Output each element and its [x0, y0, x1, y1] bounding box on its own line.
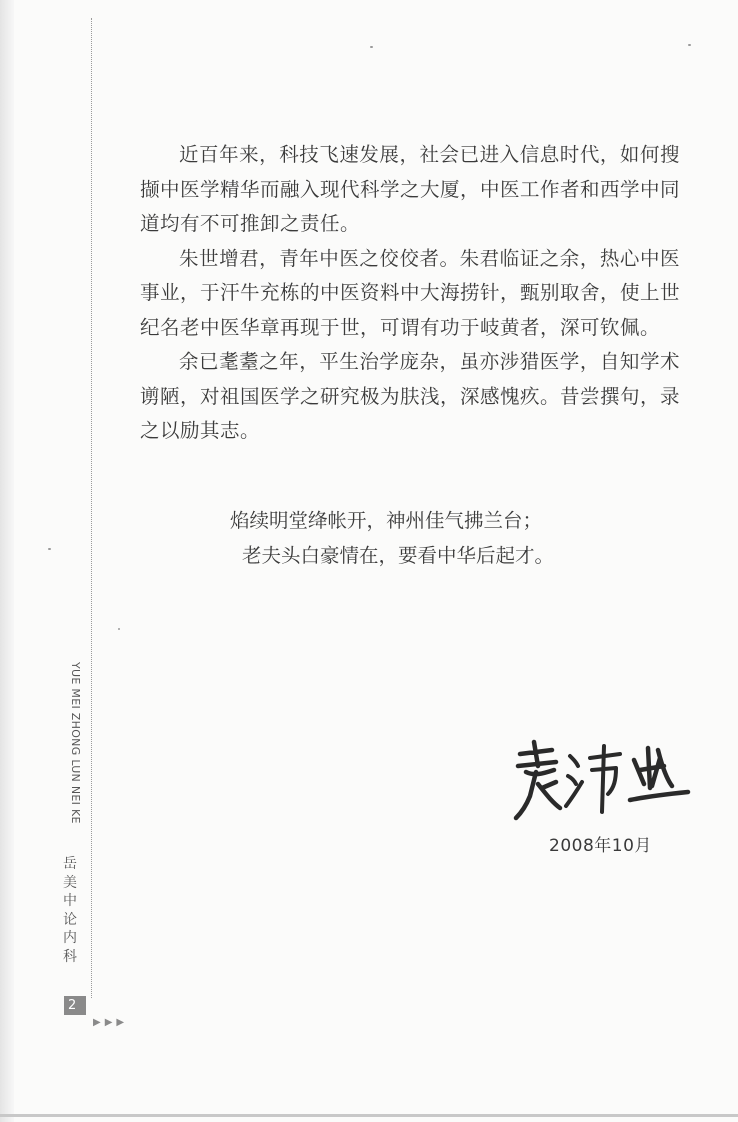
poem-line-2: 老夫头白豪情在，要看中华后起才。	[242, 544, 555, 567]
print-speck	[688, 44, 691, 46]
page-arrows-icon: ▶▶▶	[93, 1017, 129, 1028]
print-speck	[370, 46, 373, 48]
paragraph-3: 余已耄耋之年，平生治学庞杂，虽亦涉猎医学，自知学术谫陋，对祖国医学之研究极为肤浅，深感愧疚。昔尝撰句，录之以励其志。	[140, 350, 681, 442]
paragraph-1: 近百年来，科技飞速发展，社会已进入信息时代，如何搜撷中医学精华而融入现代科学之大厦，中医工作者和西学中同道均有不可推卸之责任。	[140, 143, 681, 235]
margin-dotted-rule	[91, 18, 92, 998]
page-gutter-shadow	[0, 0, 14, 1122]
handwritten-signature	[512, 736, 692, 826]
bottom-edge	[0, 1114, 738, 1117]
preface-body	[140, 138, 680, 449]
running-title-latin: YUE MEI ZHONG LUN NEI KE	[69, 662, 82, 824]
page-number-tab: 2	[64, 996, 86, 1015]
paragraph-2: 朱世增君，青年中医之佼佼者。朱君临证之余，热心中医事业，于汗牛充栋的中医资料中大海捞针，甄别取舍，使上世纪名老中医华章再现于世，可谓有功于岐黄者，深可钦佩。	[140, 246, 681, 339]
poem-line-1: 焰续明堂绛帐开，神州佳气拂兰台；	[230, 509, 543, 532]
running-title-cjk: 岳美中论内科	[63, 856, 77, 965]
preface-date: 2008年10月	[549, 836, 652, 856]
print-speck	[48, 548, 51, 550]
print-speck	[118, 628, 120, 630]
